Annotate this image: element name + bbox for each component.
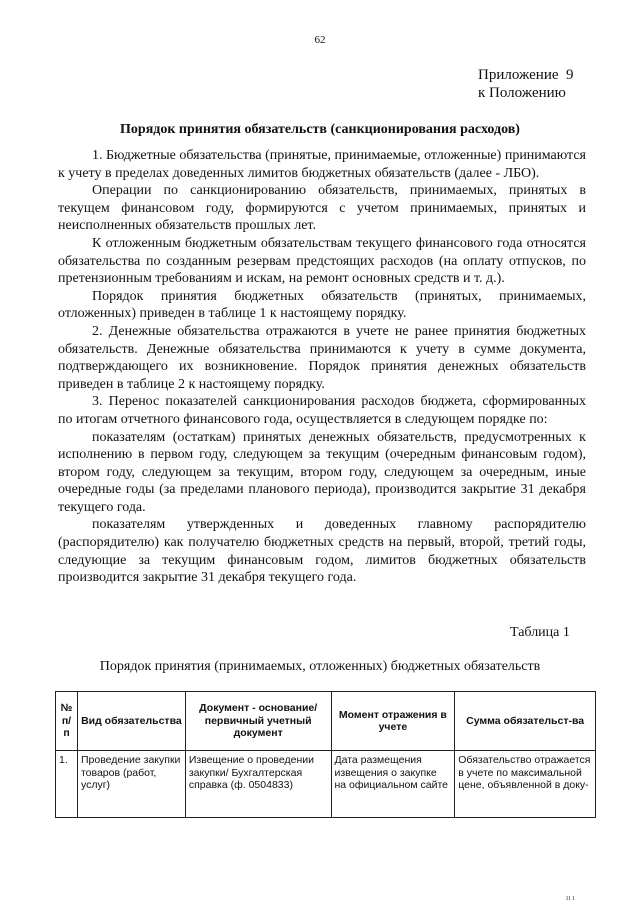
- header-cell-document: Документ - основание/первичный учетный документ: [185, 692, 331, 751]
- header-cell-moment: Момент отражения в учете: [331, 692, 455, 751]
- footer-mark: ıı ı: [566, 893, 575, 902]
- paragraph: 3. Перенос показателей санкционирования расходов бюджета, сформированных по итогам отчетного финансового года, осуществляется в следующем порядке по:: [58, 394, 586, 427]
- appendix-line-2: к Положению: [478, 85, 566, 101]
- paragraph: К отложенным бюджетным обязательствам текущего финансового года относятся обязательства по созданным резервам предстоящих расходов (на оплату отпусков, по претензионным требованиям и искам, на ремонт основных средств и т. д.).: [58, 235, 586, 287]
- table-header-row: [56, 692, 596, 751]
- page-number: 62: [314, 34, 326, 46]
- table-cell: Извещение о проведении закупки/ Бухгалтерская справка (ф. 0504833): [185, 751, 331, 818]
- table-cell: Обязательство отражается в учете по максимальной цене, объявленной в доку-: [455, 751, 596, 818]
- document-title: Порядок принятия обязательств (санкционирования расходов): [120, 122, 520, 137]
- paragraph: Операции по санкционированию обязательств, принимаемых, принятых в текущем финансовом году, формируются с учетом принимаемых, принятых и неисполненных обязательств прошлых лет.: [58, 183, 586, 234]
- table-cell: Дата размещения извещения о закупке на официальном сайте: [331, 751, 455, 818]
- paragraph: Порядок принятия бюджетных обязательств (принятых, принимаемых, отложенных) приведен в таблице 1 к настоящему порядку.: [58, 288, 586, 322]
- appendix-line-1: Приложение 9: [478, 67, 574, 83]
- table-row: [56, 751, 596, 818]
- header-cell-number: № п/п: [56, 692, 78, 751]
- table-cell: Проведение закупки товаров (работ, услуг): [77, 751, 185, 818]
- paragraph: показателям утвержденных и доведенных главному распорядителю (распорядителю) как получателю бюджетных средств на первый, второй, третий годы, следующие за текущим финансовым годом, лимитов бюджетных обязательств производится закрытие 31 декабря текущего года.: [58, 517, 586, 586]
- header-cell-type: Вид обязательства: [77, 692, 185, 751]
- paragraph: 2. Денежные обязательства отражаются в учете не ранее принятия бюджетных обязательств. Денежные обязательства принимаются к учету в сумме документа, подтверждающего их возникновение. Порядок принятия денежных обязательств приведен в таблице 2 к настоящему порядку.: [58, 323, 586, 392]
- table-cell: 1.: [56, 751, 78, 818]
- header-cell-amount: Сумма обязательст-ва: [455, 692, 596, 751]
- table-caption: Порядок принятия (принимаемых, отложенных) бюджетных обязательств: [99, 659, 541, 674]
- paragraph: 1. Бюджетные обязательства (принятые, принимаемые, отложенные) принимаются к учету в пределах доведенных лимитов бюджетных обязательств (далее - ЛБО).: [58, 148, 586, 181]
- paragraph: показателям (остаткам) принятых денежных обязательств, предусмотренных к исполнению в первом году, следующем за текущим (очередным финансовым годом), втором году, следующем за текущим, втором году, следующем за очередным, иные очередные годы (за пределами планового периода), производится закрытие 31 декабря текущего года.: [58, 429, 586, 515]
- body-text: [58, 147, 586, 587]
- obligations-table: [55, 691, 596, 818]
- table-label: Таблица 1: [510, 625, 570, 640]
- appendix-header: [478, 66, 574, 102]
